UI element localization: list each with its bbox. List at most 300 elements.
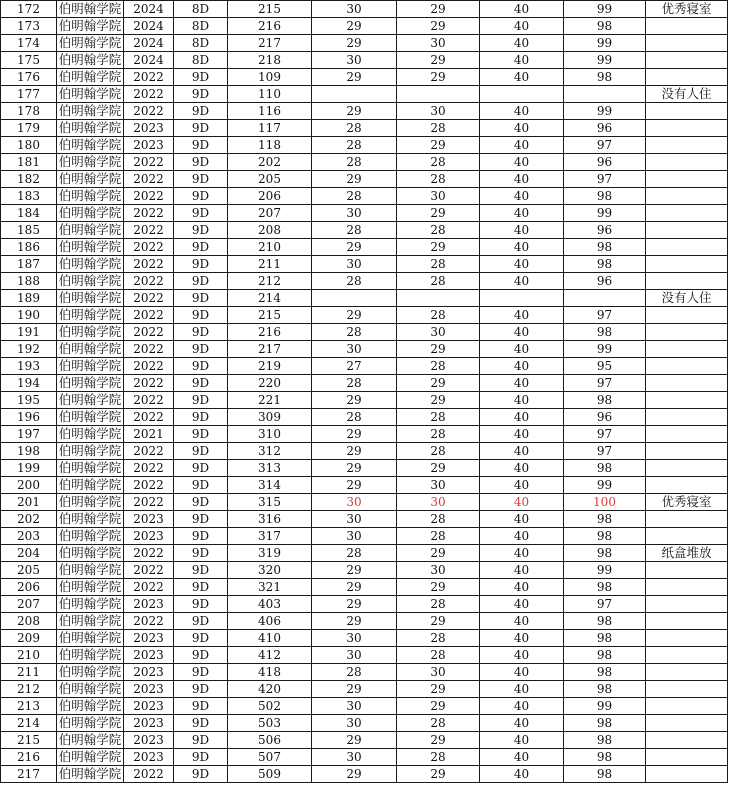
college-cell: 伯明翰学院 xyxy=(57,341,124,358)
row-number-cell: 176 xyxy=(1,69,57,86)
year-cell: 2022 xyxy=(124,409,174,426)
college-cell: 伯明翰学院 xyxy=(57,375,124,392)
year-cell: 2023 xyxy=(124,698,174,715)
table-row xyxy=(1,52,728,69)
college-cell: 伯明翰学院 xyxy=(57,562,124,579)
remark-cell xyxy=(646,460,728,477)
room-cell: 212 xyxy=(228,273,312,290)
total-score-cell: 98 xyxy=(564,749,646,766)
score-1-cell: 29 xyxy=(312,392,397,409)
remark-cell: 没有人住 xyxy=(646,86,728,103)
row-number-cell: 204 xyxy=(1,545,57,562)
table-row xyxy=(1,69,728,86)
row-number-cell: 206 xyxy=(1,579,57,596)
room-cell: 207 xyxy=(228,205,312,222)
score-2-cell: 28 xyxy=(397,596,480,613)
remark-cell xyxy=(646,205,728,222)
score-3-cell: 40 xyxy=(480,188,564,205)
table-row xyxy=(1,545,728,562)
score-2-cell: 30 xyxy=(397,562,480,579)
score-1-cell: 28 xyxy=(312,375,397,392)
room-cell: 220 xyxy=(228,375,312,392)
score-3-cell: 40 xyxy=(480,307,564,324)
score-3-cell: 40 xyxy=(480,596,564,613)
table-row xyxy=(1,647,728,664)
row-number-cell: 209 xyxy=(1,630,57,647)
college-cell: 伯明翰学院 xyxy=(57,392,124,409)
total-score-cell: 98 xyxy=(564,545,646,562)
score-2-cell: 28 xyxy=(397,715,480,732)
room-cell: 218 xyxy=(228,52,312,69)
table-row xyxy=(1,239,728,256)
year-cell: 2022 xyxy=(124,579,174,596)
score-3-cell: 40 xyxy=(480,18,564,35)
year-cell: 2022 xyxy=(124,171,174,188)
college-cell: 伯明翰学院 xyxy=(57,630,124,647)
score-3-cell: 40 xyxy=(480,528,564,545)
total-score-cell: 99 xyxy=(564,205,646,222)
total-score-cell: 96 xyxy=(564,120,646,137)
remark-cell xyxy=(646,596,728,613)
remark-cell xyxy=(646,511,728,528)
total-score-cell: 97 xyxy=(564,596,646,613)
row-number-cell: 190 xyxy=(1,307,57,324)
score-1-cell: 29 xyxy=(312,69,397,86)
table-row xyxy=(1,188,728,205)
grade-cell: 9D xyxy=(174,698,228,715)
total-score-cell: 96 xyxy=(564,154,646,171)
row-number-cell: 177 xyxy=(1,86,57,103)
total-score-cell: 98 xyxy=(564,188,646,205)
room-cell: 313 xyxy=(228,460,312,477)
year-cell: 2022 xyxy=(124,494,174,511)
score-2-cell: 29 xyxy=(397,766,480,783)
score-2-cell: 28 xyxy=(397,171,480,188)
score-2-cell: 28 xyxy=(397,358,480,375)
row-number-cell: 214 xyxy=(1,715,57,732)
room-cell: 110 xyxy=(228,86,312,103)
score-2-cell xyxy=(397,290,480,307)
table-row xyxy=(1,273,728,290)
score-2-cell: 29 xyxy=(397,681,480,698)
college-cell: 伯明翰学院 xyxy=(57,18,124,35)
college-cell: 伯明翰学院 xyxy=(57,205,124,222)
row-number-cell: 186 xyxy=(1,239,57,256)
table-row xyxy=(1,205,728,222)
year-cell: 2022 xyxy=(124,562,174,579)
row-number-cell: 194 xyxy=(1,375,57,392)
remark-cell xyxy=(646,358,728,375)
college-cell: 伯明翰学院 xyxy=(57,426,124,443)
room-cell: 502 xyxy=(228,698,312,715)
year-cell: 2024 xyxy=(124,35,174,52)
grade-cell: 9D xyxy=(174,222,228,239)
year-cell: 2022 xyxy=(124,222,174,239)
year-cell: 2022 xyxy=(124,477,174,494)
table-row xyxy=(1,154,728,171)
score-2-cell: 30 xyxy=(397,35,480,52)
score-2-cell: 28 xyxy=(397,630,480,647)
table-row xyxy=(1,732,728,749)
room-cell: 118 xyxy=(228,137,312,154)
row-number-cell: 179 xyxy=(1,120,57,137)
remark-cell xyxy=(646,647,728,664)
year-cell: 2022 xyxy=(124,341,174,358)
room-cell: 503 xyxy=(228,715,312,732)
table-row xyxy=(1,1,728,18)
room-cell: 208 xyxy=(228,222,312,239)
row-number-cell: 188 xyxy=(1,273,57,290)
row-number-cell: 205 xyxy=(1,562,57,579)
score-1-cell: 30 xyxy=(312,494,397,511)
score-2-cell: 28 xyxy=(397,222,480,239)
score-2-cell: 29 xyxy=(397,1,480,18)
row-number-cell: 208 xyxy=(1,613,57,630)
grade-cell: 9D xyxy=(174,358,228,375)
table-row xyxy=(1,681,728,698)
remark-cell xyxy=(646,477,728,494)
total-score-cell: 99 xyxy=(564,35,646,52)
total-score-cell: 97 xyxy=(564,443,646,460)
year-cell: 2023 xyxy=(124,749,174,766)
total-score-cell: 98 xyxy=(564,579,646,596)
college-cell: 伯明翰学院 xyxy=(57,35,124,52)
score-3-cell: 40 xyxy=(480,664,564,681)
score-1-cell: 30 xyxy=(312,698,397,715)
row-number-cell: 215 xyxy=(1,732,57,749)
grade-cell: 9D xyxy=(174,154,228,171)
row-number-cell: 203 xyxy=(1,528,57,545)
score-3-cell: 40 xyxy=(480,392,564,409)
row-number-cell: 187 xyxy=(1,256,57,273)
score-1-cell: 29 xyxy=(312,35,397,52)
table-row xyxy=(1,460,728,477)
year-cell: 2024 xyxy=(124,18,174,35)
college-cell: 伯明翰学院 xyxy=(57,69,124,86)
college-cell: 伯明翰学院 xyxy=(57,307,124,324)
total-score-cell: 98 xyxy=(564,18,646,35)
score-1-cell: 30 xyxy=(312,1,397,18)
remark-cell xyxy=(646,137,728,154)
grade-cell: 9D xyxy=(174,205,228,222)
score-2-cell: 28 xyxy=(397,409,480,426)
score-3-cell: 40 xyxy=(480,273,564,290)
year-cell: 2021 xyxy=(124,426,174,443)
total-score-cell: 99 xyxy=(564,477,646,494)
score-3-cell: 40 xyxy=(480,1,564,18)
row-number-cell: 211 xyxy=(1,664,57,681)
grade-cell: 9D xyxy=(174,766,228,783)
row-number-cell: 180 xyxy=(1,137,57,154)
score-1-cell: 30 xyxy=(312,511,397,528)
score-1-cell: 30 xyxy=(312,341,397,358)
score-2-cell: 29 xyxy=(397,375,480,392)
year-cell: 2023 xyxy=(124,647,174,664)
grade-cell: 9D xyxy=(174,664,228,681)
table-row xyxy=(1,579,728,596)
remark-cell xyxy=(646,664,728,681)
row-number-cell: 196 xyxy=(1,409,57,426)
college-cell: 伯明翰学院 xyxy=(57,511,124,528)
score-1-cell: 29 xyxy=(312,171,397,188)
year-cell: 2022 xyxy=(124,69,174,86)
college-cell: 伯明翰学院 xyxy=(57,545,124,562)
score-3-cell: 40 xyxy=(480,630,564,647)
room-cell: 315 xyxy=(228,494,312,511)
total-score-cell: 98 xyxy=(564,460,646,477)
table-row xyxy=(1,222,728,239)
college-cell: 伯明翰学院 xyxy=(57,290,124,307)
room-cell: 412 xyxy=(228,647,312,664)
grade-cell: 9D xyxy=(174,681,228,698)
table-row xyxy=(1,375,728,392)
year-cell: 2022 xyxy=(124,205,174,222)
room-cell: 420 xyxy=(228,681,312,698)
remark-cell: 优秀寝室 xyxy=(646,494,728,511)
row-number-cell: 202 xyxy=(1,511,57,528)
table-row xyxy=(1,664,728,681)
year-cell: 2022 xyxy=(124,103,174,120)
table-row xyxy=(1,18,728,35)
score-1-cell: 28 xyxy=(312,137,397,154)
score-3-cell: 40 xyxy=(480,120,564,137)
score-2-cell: 28 xyxy=(397,749,480,766)
total-score-cell: 96 xyxy=(564,273,646,290)
score-2-cell: 28 xyxy=(397,307,480,324)
table-row xyxy=(1,409,728,426)
table-row xyxy=(1,749,728,766)
year-cell: 2024 xyxy=(124,52,174,69)
total-score-cell: 98 xyxy=(564,528,646,545)
grade-cell: 9D xyxy=(174,120,228,137)
total-score-cell: 97 xyxy=(564,171,646,188)
row-number-cell: 197 xyxy=(1,426,57,443)
grade-cell: 9D xyxy=(174,732,228,749)
score-2-cell: 29 xyxy=(397,205,480,222)
grade-cell: 9D xyxy=(174,341,228,358)
row-number-cell: 175 xyxy=(1,52,57,69)
row-number-cell: 191 xyxy=(1,324,57,341)
score-3-cell: 40 xyxy=(480,460,564,477)
table-row xyxy=(1,596,728,613)
table-row xyxy=(1,86,728,103)
table-row xyxy=(1,562,728,579)
grade-cell: 9D xyxy=(174,392,228,409)
grade-cell: 9D xyxy=(174,460,228,477)
score-1-cell: 29 xyxy=(312,239,397,256)
remark-cell xyxy=(646,171,728,188)
grade-cell: 9D xyxy=(174,749,228,766)
score-3-cell: 40 xyxy=(480,613,564,630)
row-number-cell: 216 xyxy=(1,749,57,766)
grade-cell: 9D xyxy=(174,613,228,630)
total-score-cell: 98 xyxy=(564,392,646,409)
remark-cell xyxy=(646,222,728,239)
year-cell: 2022 xyxy=(124,290,174,307)
score-3-cell: 40 xyxy=(480,205,564,222)
year-cell: 2022 xyxy=(124,239,174,256)
remark-cell xyxy=(646,188,728,205)
score-3-cell: 40 xyxy=(480,749,564,766)
year-cell: 2023 xyxy=(124,528,174,545)
total-score-cell: 99 xyxy=(564,698,646,715)
grade-cell: 9D xyxy=(174,256,228,273)
remark-cell xyxy=(646,69,728,86)
remark-cell xyxy=(646,256,728,273)
total-score-cell: 97 xyxy=(564,137,646,154)
score-1-cell: 30 xyxy=(312,630,397,647)
grade-cell: 9D xyxy=(174,103,228,120)
score-3-cell: 40 xyxy=(480,239,564,256)
row-number-cell: 182 xyxy=(1,171,57,188)
score-2-cell: 29 xyxy=(397,137,480,154)
remark-cell xyxy=(646,154,728,171)
grade-cell: 9D xyxy=(174,307,228,324)
college-cell: 伯明翰学院 xyxy=(57,1,124,18)
room-cell: 507 xyxy=(228,749,312,766)
room-cell: 309 xyxy=(228,409,312,426)
room-cell: 319 xyxy=(228,545,312,562)
room-cell: 506 xyxy=(228,732,312,749)
score-2-cell: 28 xyxy=(397,647,480,664)
grade-cell: 9D xyxy=(174,137,228,154)
total-score-cell: 99 xyxy=(564,1,646,18)
score-1-cell: 27 xyxy=(312,358,397,375)
remark-cell xyxy=(646,766,728,783)
score-3-cell: 40 xyxy=(480,511,564,528)
row-number-cell: 173 xyxy=(1,18,57,35)
remark-cell xyxy=(646,341,728,358)
college-cell: 伯明翰学院 xyxy=(57,171,124,188)
row-number-cell: 200 xyxy=(1,477,57,494)
college-cell: 伯明翰学院 xyxy=(57,613,124,630)
table-row xyxy=(1,477,728,494)
score-2-cell: 30 xyxy=(397,477,480,494)
college-cell: 伯明翰学院 xyxy=(57,443,124,460)
total-score-cell: 99 xyxy=(564,341,646,358)
total-score-cell: 97 xyxy=(564,375,646,392)
grade-cell: 9D xyxy=(174,647,228,664)
score-3-cell: 40 xyxy=(480,154,564,171)
total-score-cell: 95 xyxy=(564,358,646,375)
grade-cell: 9D xyxy=(174,596,228,613)
grade-cell: 8D xyxy=(174,18,228,35)
total-score-cell: 97 xyxy=(564,426,646,443)
college-cell: 伯明翰学院 xyxy=(57,120,124,137)
table-row xyxy=(1,392,728,409)
year-cell: 2022 xyxy=(124,273,174,290)
score-3-cell: 40 xyxy=(480,171,564,188)
score-3-cell: 40 xyxy=(480,766,564,783)
table-row xyxy=(1,630,728,647)
row-number-cell: 198 xyxy=(1,443,57,460)
room-cell: 314 xyxy=(228,477,312,494)
score-2-cell: 29 xyxy=(397,69,480,86)
remark-cell xyxy=(646,732,728,749)
score-1-cell: 28 xyxy=(312,409,397,426)
grade-cell: 9D xyxy=(174,630,228,647)
score-3-cell: 40 xyxy=(480,715,564,732)
grade-cell: 9D xyxy=(174,562,228,579)
room-cell: 317 xyxy=(228,528,312,545)
score-1-cell: 30 xyxy=(312,749,397,766)
room-cell: 117 xyxy=(228,120,312,137)
year-cell: 2023 xyxy=(124,715,174,732)
total-score-cell: 99 xyxy=(564,103,646,120)
college-cell: 伯明翰学院 xyxy=(57,596,124,613)
table-row xyxy=(1,766,728,783)
college-cell: 伯明翰学院 xyxy=(57,137,124,154)
score-1-cell: 29 xyxy=(312,18,397,35)
score-2-cell: 29 xyxy=(397,52,480,69)
year-cell: 2024 xyxy=(124,1,174,18)
table-row xyxy=(1,290,728,307)
score-3-cell: 40 xyxy=(480,545,564,562)
score-1-cell: 30 xyxy=(312,205,397,222)
score-1-cell: 29 xyxy=(312,307,397,324)
room-cell: 221 xyxy=(228,392,312,409)
grade-cell: 9D xyxy=(174,273,228,290)
remark-cell xyxy=(646,18,728,35)
remark-cell: 没有人住 xyxy=(646,290,728,307)
grade-cell: 9D xyxy=(174,477,228,494)
room-cell: 509 xyxy=(228,766,312,783)
row-number-cell: 212 xyxy=(1,681,57,698)
room-cell: 310 xyxy=(228,426,312,443)
score-3-cell: 40 xyxy=(480,35,564,52)
score-1-cell: 30 xyxy=(312,715,397,732)
row-number-cell: 195 xyxy=(1,392,57,409)
table-row xyxy=(1,494,728,511)
score-3-cell: 40 xyxy=(480,579,564,596)
score-1-cell: 28 xyxy=(312,188,397,205)
score-2-cell: 29 xyxy=(397,341,480,358)
college-cell: 伯明翰学院 xyxy=(57,409,124,426)
score-1-cell: 29 xyxy=(312,562,397,579)
score-2-cell: 28 xyxy=(397,256,480,273)
remark-cell xyxy=(646,443,728,460)
score-2-cell: 29 xyxy=(397,732,480,749)
score-1-cell: 28 xyxy=(312,273,397,290)
grade-cell: 9D xyxy=(174,171,228,188)
year-cell: 2022 xyxy=(124,766,174,783)
room-cell: 321 xyxy=(228,579,312,596)
year-cell: 2022 xyxy=(124,256,174,273)
score-3-cell: 40 xyxy=(480,426,564,443)
score-3-cell: 40 xyxy=(480,324,564,341)
grade-cell: 9D xyxy=(174,579,228,596)
table-row xyxy=(1,715,728,732)
year-cell: 2023 xyxy=(124,630,174,647)
room-cell: 219 xyxy=(228,358,312,375)
total-score-cell: 98 xyxy=(564,630,646,647)
year-cell: 2023 xyxy=(124,596,174,613)
score-1-cell: 30 xyxy=(312,528,397,545)
score-2-cell: 29 xyxy=(397,579,480,596)
college-cell: 伯明翰学院 xyxy=(57,52,124,69)
total-score-cell: 98 xyxy=(564,324,646,341)
score-2-cell: 30 xyxy=(397,664,480,681)
remark-cell xyxy=(646,409,728,426)
remark-cell xyxy=(646,715,728,732)
year-cell: 2023 xyxy=(124,732,174,749)
grade-cell: 9D xyxy=(174,443,228,460)
score-1-cell: 29 xyxy=(312,103,397,120)
row-number-cell: 207 xyxy=(1,596,57,613)
score-3-cell: 40 xyxy=(480,698,564,715)
score-1-cell: 29 xyxy=(312,426,397,443)
college-cell: 伯明翰学院 xyxy=(57,86,124,103)
